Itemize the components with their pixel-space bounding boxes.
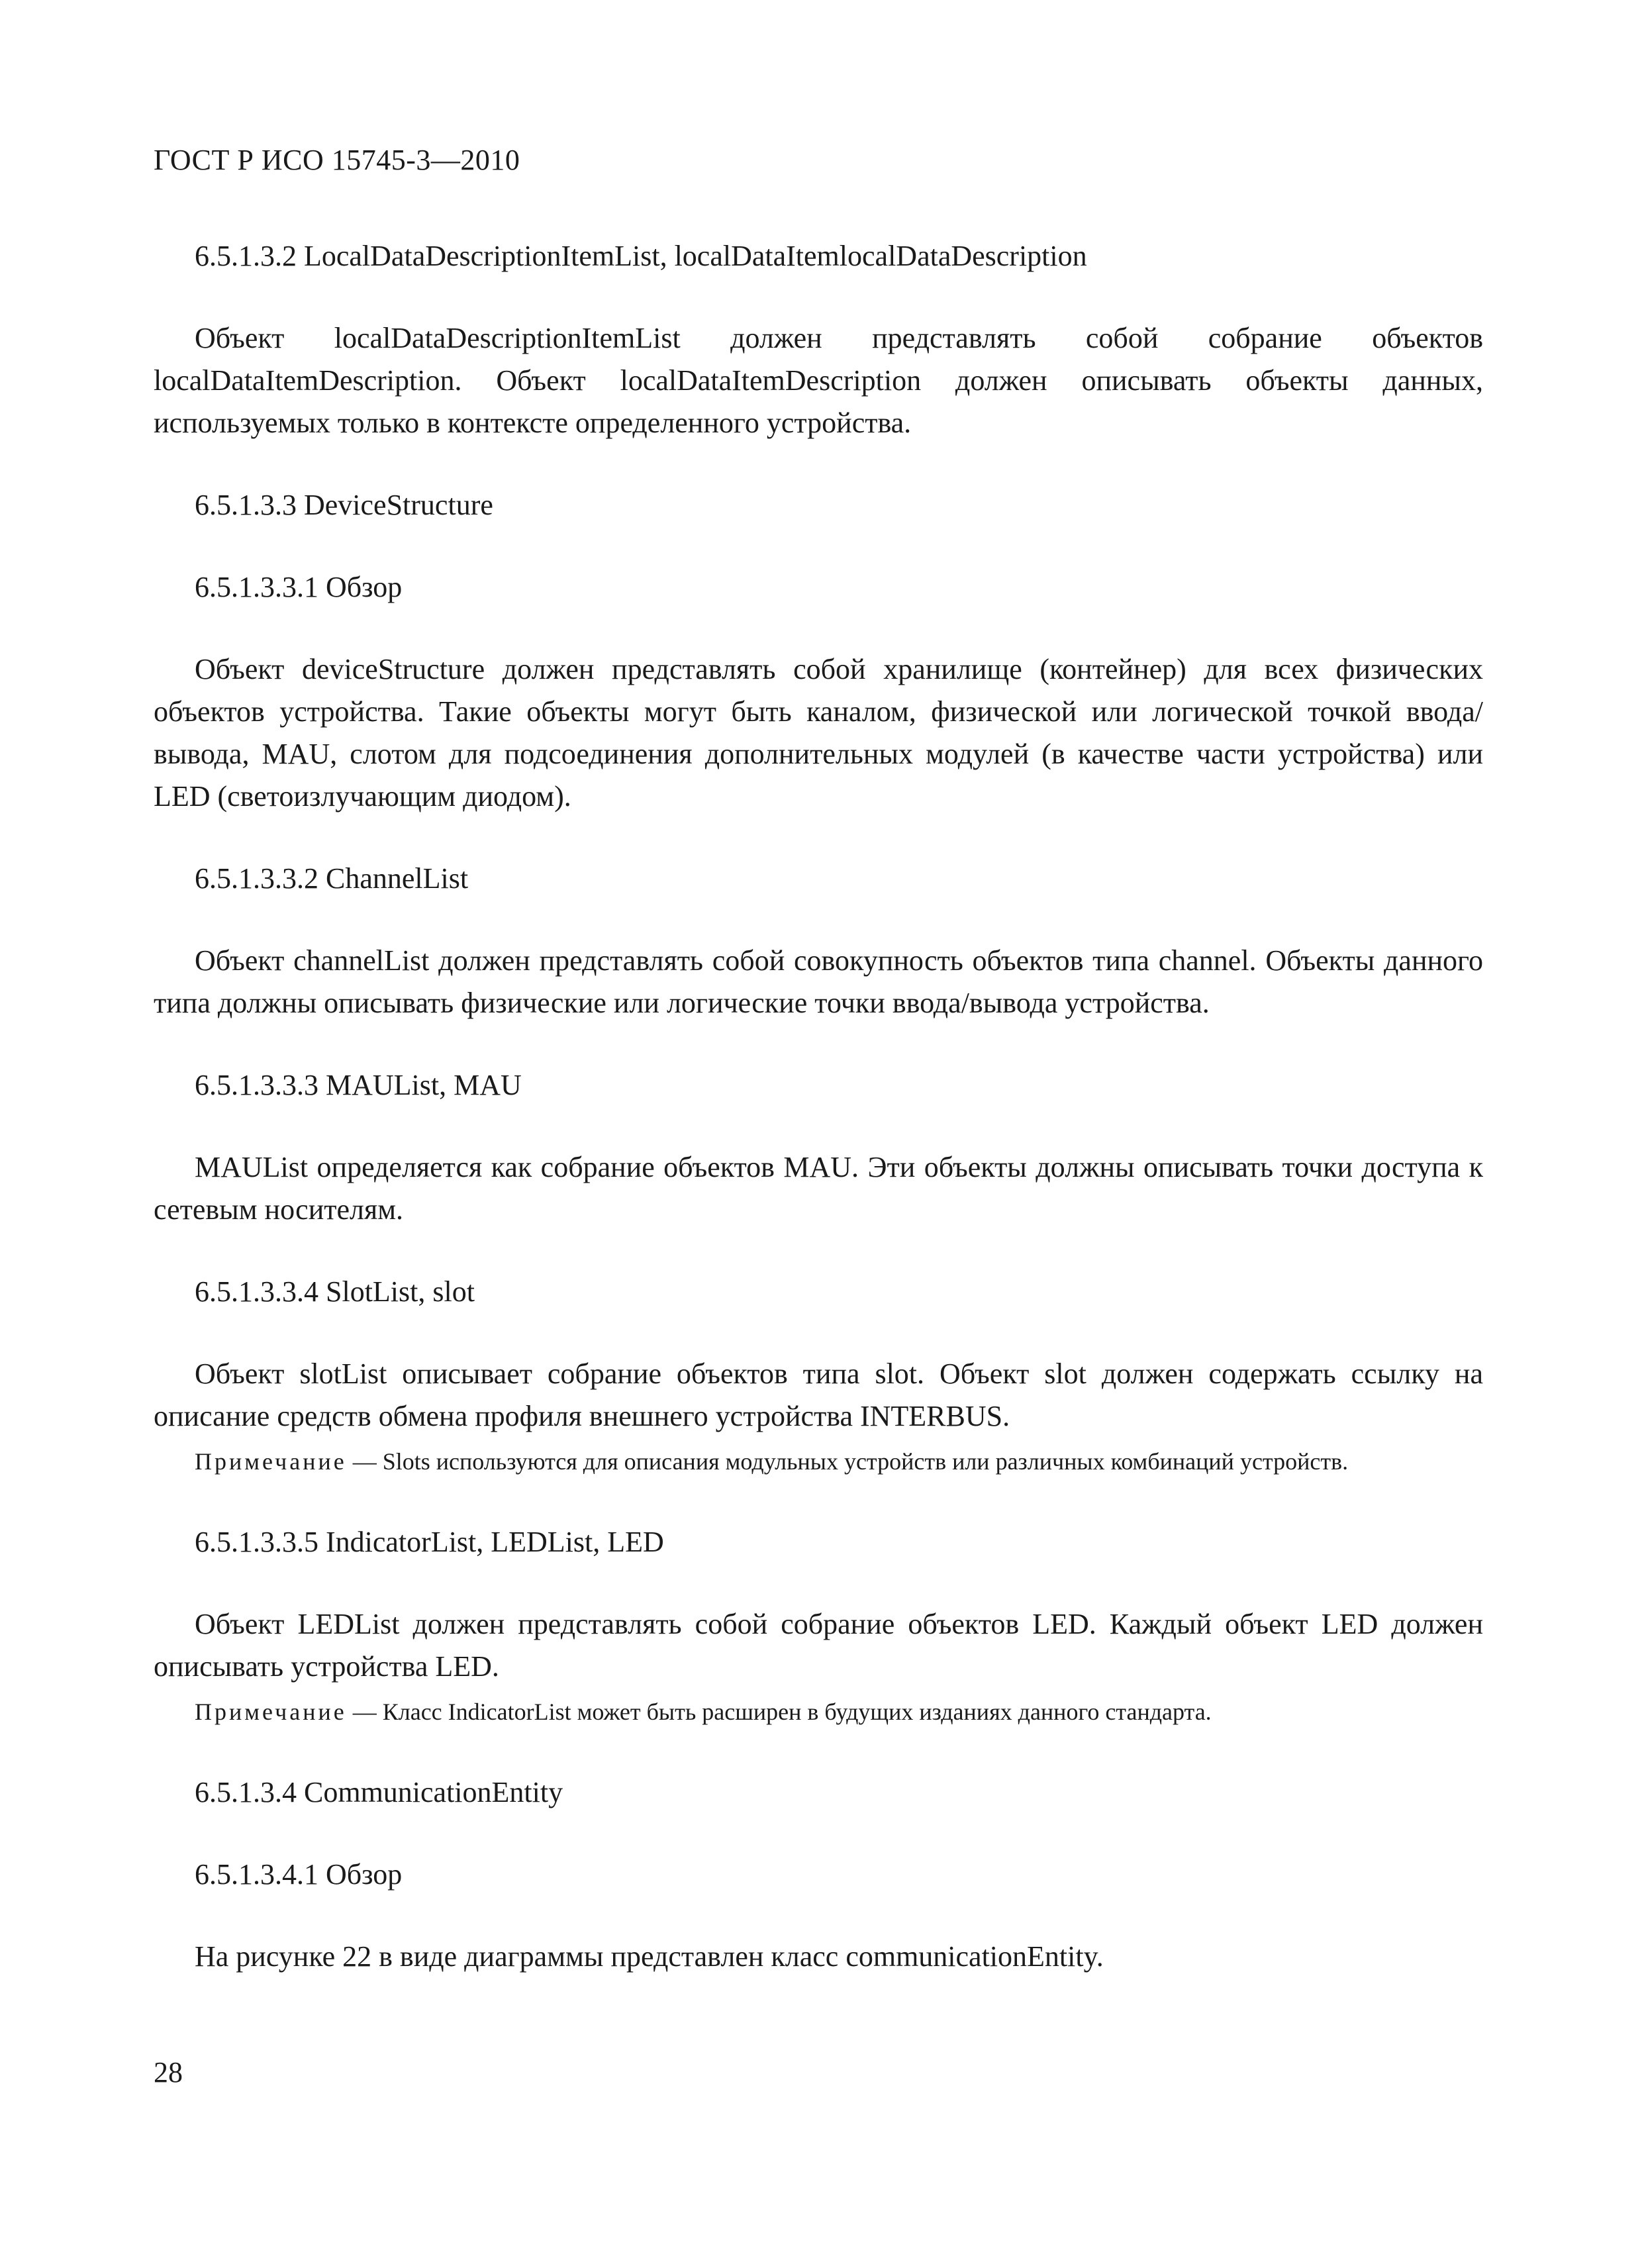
section-heading: 6.5.1.3.3.1 Обзор xyxy=(195,571,403,603)
standard-designation: ГОСТ Р ИСО 15745-3—2010 xyxy=(154,144,520,176)
page-number: 28 xyxy=(154,2056,183,2089)
paragraph: На рисунке 22 в виде диаграммы представлен класс communicationEntity. xyxy=(195,1940,1104,1973)
note xyxy=(154,1442,1483,1481)
document-body xyxy=(154,235,1483,2018)
paragraph: MAUList определяется как собрание объектов MAU. Эти объекты должны описывать точки доступа к сетевым носителям. xyxy=(154,1151,1483,1226)
section-heading: 6.5.1.3.4 CommunicationEntity xyxy=(195,1776,563,1808)
note-label: Примечание xyxy=(195,1699,347,1725)
note-label: Примечание xyxy=(195,1448,347,1475)
section-heading: 6.5.1.3.3.3 MAUList, MAU xyxy=(195,1069,522,1101)
section-heading: 6.5.1.3.2 LocalDataDescriptionItemList, localDataItemlocalDataDescription xyxy=(195,240,1087,272)
section-heading: 6.5.1.3.3.4 SlotList, slot xyxy=(195,1275,475,1308)
note-text: — Класс IndicatorList может быть расширен в будущих изданиях данного стандарта. xyxy=(346,1699,1212,1725)
paragraph: Объект slotList описывает собрание объектов типа slot. Объект slot должен содержать ссылку на описание средств обмена профиля внешнего устройства INTERBUS. xyxy=(154,1357,1483,1432)
section-heading: 6.5.1.3.3 DeviceStructure xyxy=(195,489,493,521)
paragraph: Объект channelList должен представлять собой совокупность объектов типа channel. Объекты данного типа должны описывать физические или логические точки ввода/вывода устройства. xyxy=(154,944,1483,1019)
paragraph: Объект deviceStructure должен представлять собой хранилище (контейнер) для всех физических объектов устройства. Такие объекты могут быть каналом, физической или логической точкой ввода/вывода, MAU, слотом для подсоединения дополнительных модулей (в качестве части устройства) или LED (светоизлучающим диодом). xyxy=(154,653,1483,813)
section-heading: 6.5.1.3.4.1 Обзор xyxy=(195,1858,403,1891)
paragraph: Объект localDataDescriptionItemList должен представлять собой собрание объектов localDataItemDescription. Объект localDataItemDescription должен описывать объекты данных, используемых только в контексте определенного устройства. xyxy=(154,322,1483,439)
section-heading: 6.5.1.3.3.2 ChannelList xyxy=(195,862,469,895)
note xyxy=(154,1692,1483,1732)
note-text: — Slots используются для описания модульных устройств или различных комбинаций устройств. xyxy=(346,1448,1349,1475)
section-heading: 6.5.1.3.3.5 IndicatorList, LEDList, LED xyxy=(195,1526,664,1558)
paragraph: Объект LEDList должен представлять собой собрание объектов LED. Каждый объект LED должен описывать устройства LED. xyxy=(154,1608,1483,1683)
